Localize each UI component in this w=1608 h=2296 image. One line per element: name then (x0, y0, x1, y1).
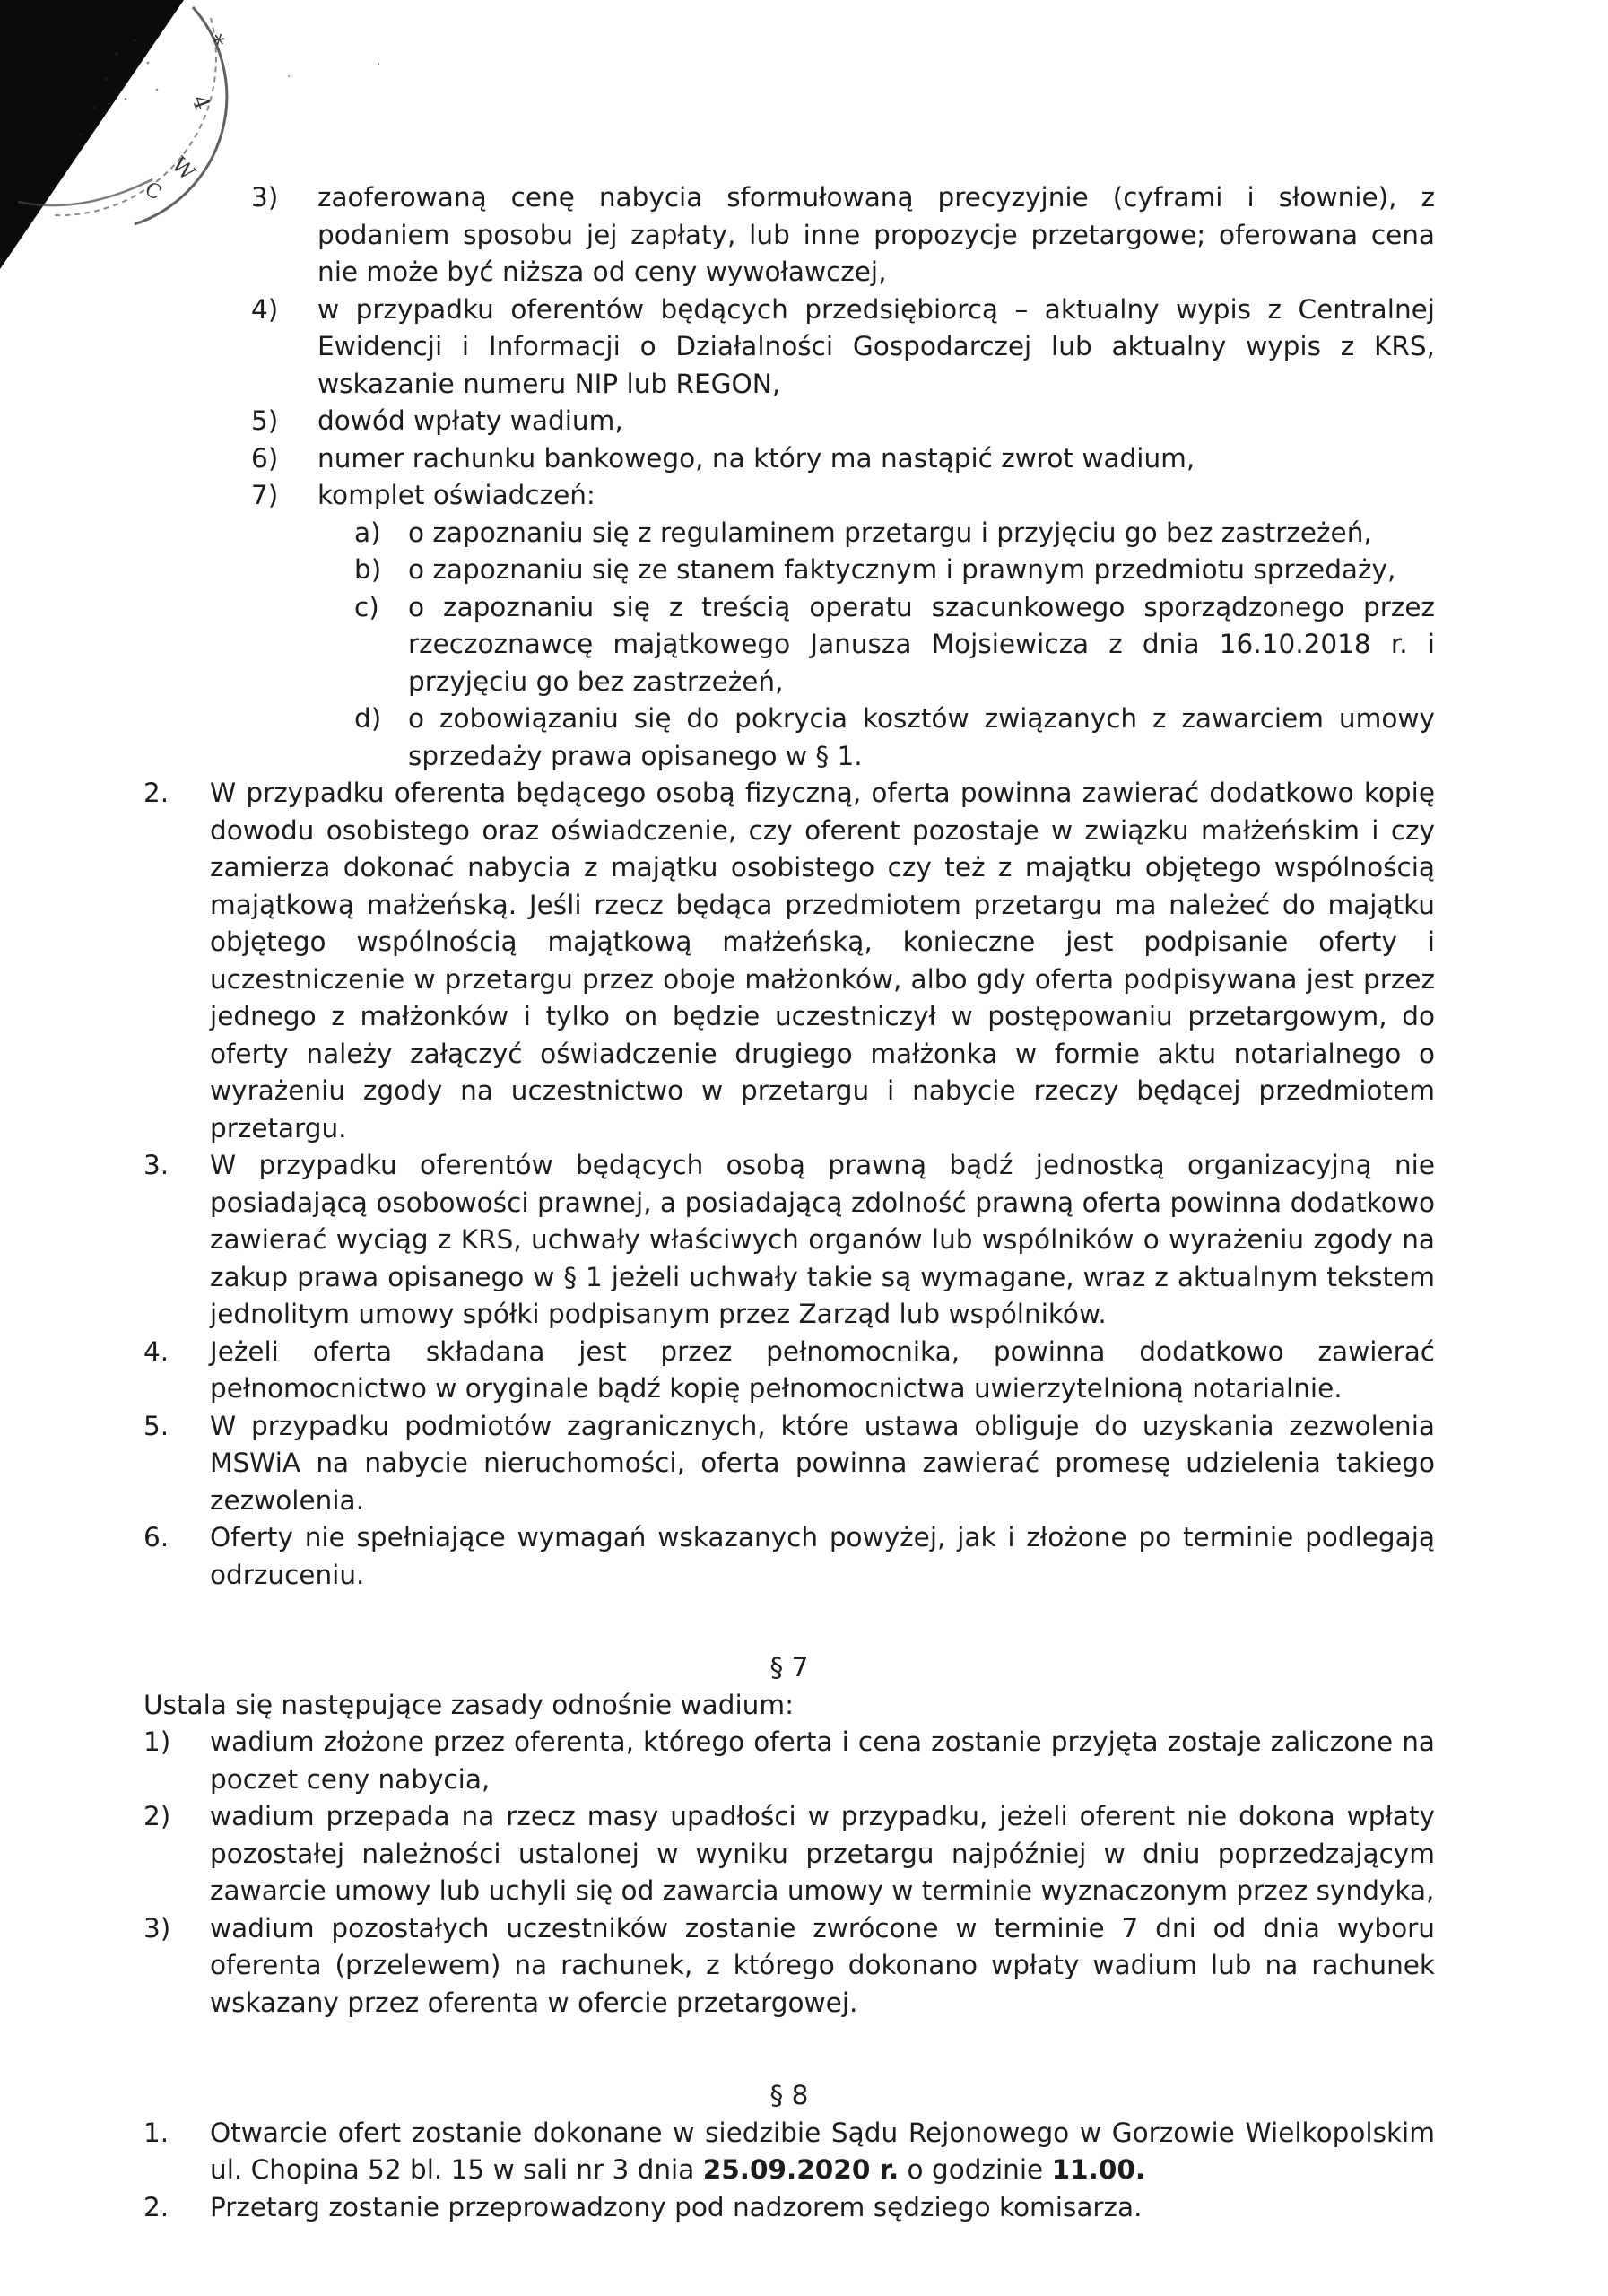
scan-speck: · (377, 57, 381, 72)
list-item (143, 179, 1435, 291)
svg-text:C: C (141, 178, 166, 205)
list-item (143, 700, 1435, 775)
list-item (143, 403, 1435, 440)
opening-place-text: Otwarcie ofert zostanie dokonane w siedzibie Sądu Rejonowego w Gorzowie Wielkopolskim ul. Chopina 52 bl. 15 w sali nr 3 dnia (210, 2117, 1435, 2185)
list-number: 3) (143, 1912, 171, 1944)
section-intro: Ustala się następujące zasady odnośnie wadium: (143, 1689, 795, 1720)
list-text (210, 2115, 1435, 2189)
list-text: komplet oświadczeń: (317, 480, 595, 510)
list-number: 4) (251, 293, 279, 325)
list-letter: c) (354, 591, 379, 622)
list-text: wadium przepada na rzecz masy upadłości w przypadku, jeżeli oferent nie dokona wpłaty pozostałej należności ustalonej w wyniku przetargu najpóźniej w dniu poprzedzającym zawarcie umowy lub uchyli się od zawarcia umowy w terminie wyznaczonym przez syndyka, (210, 1801, 1435, 1906)
list-number: 2. (143, 778, 169, 808)
document-body (143, 179, 1435, 2226)
list-item (143, 1147, 1435, 1334)
list-letter: b) (354, 554, 382, 585)
list-text: W przypadku oferenta będącego osobą fizyczną, oferta powinna zawierać dodatkowo kopię dowodu osobistego oraz oświadczenie, czy oferent pozostaje w związku małżeńskim i czy zamierza dokonać nabycia z majątku osobistego czy też z majątku objętego wspólnością majątkową małżeńską. Jeśli rzecz będąca przedmiotem przetargu ma należeć do majątku objętego wspólnością majątkową małżeńską, konieczne jest podpisanie oferty i uczestniczenie w przetargu przez oboje małżonków, albo gdy oferta podpisywana jest przez jednego z małżonków i tylko on będzie uczestniczył w postępowaniu przetargowym, do oferty należy załączyć oświadczenie drugiego małżonka w formie aktu notarialnego o wyrażeniu zgody na uczestnictwo w przetargu i nabycie rzeczy będącej przedmiotem przetargu. (210, 778, 1435, 1144)
sec6-sublist (143, 179, 1435, 775)
list-text: o zobowiązaniu się do pokrycia kosztów związanych z zawarciem umowy sprzedaży prawa opisanego w § 1. (408, 703, 1435, 771)
list-text: zaoferowaną cenę nabycia sformułowaną precyzyjnie (cyframi i słownie), z podaniem sposobu jej zapłaty, lub inne propozycje przetargowe; oferowana cena nie może być niższa od ceny wywoławczej, (317, 182, 1435, 287)
list-text: W przypadku podmiotów zagranicznych, które ustawa obliguje do uzyskania zezwolenia MSWiA na nabycie nieruchomości, oferta powinna zawierać promesę udzielenia takiego zezwolenia. (210, 1410, 1435, 1516)
list-number: 3. (143, 1150, 169, 1180)
list-text: o zapoznaniu się z treścią operatu szacunkowego sporządzonego przez rzeczoznawcę majątkowego Janusza Mojsiewicza z dnia 16.10.2018 r. i przyjęciu go bez zastrzeżeń, (408, 591, 1435, 697)
list-text: dowód wpłaty wadium, (317, 405, 623, 436)
list-number: 3) (251, 182, 279, 213)
list-text: wadium złożone przez oferenta, którego oferta i cena zostanie przyjęta zostaje zaliczone na poczet ceny nabycia, (210, 1726, 1435, 1795)
list-number: 1) (143, 1726, 171, 1757)
list-text: w przypadku oferentów będących przedsiębiorcą – aktualny wypis z Centralnej Ewidencji i Informacji o Działalności Gospodarczej lub aktualny wypis z KRS, wskazanie numeru NIP lub REGON, (317, 293, 1435, 399)
list-item (143, 1519, 1435, 1594)
scan-speck: · (287, 70, 291, 84)
list-item (143, 515, 1435, 552)
svg-text:W: W (166, 152, 201, 186)
list-text: Oferty nie spełniające wymagań wskazanych powyżej, jak i złożone po terminie podlegają odrzuceniu. (210, 1522, 1435, 1590)
list-number: 2) (143, 1801, 171, 1831)
svg-text:4: 4 (187, 91, 215, 114)
list-number: 2. (143, 2191, 169, 2222)
list-number: 6) (251, 442, 279, 474)
list-item (143, 775, 1435, 1147)
list-item (143, 440, 1435, 478)
sec8-list (143, 2115, 1435, 2227)
list-text: Przetarg zostanie przeprowadzony pod nadzorem sędziego komisarza. (210, 2191, 1143, 2222)
opening-date: 25.09.2020 r. (702, 2154, 900, 2185)
list-item (143, 2189, 1435, 2227)
list-letter: d) (354, 703, 382, 734)
list-item (143, 1408, 1435, 1520)
list-text: numer rachunku bankowego, na który ma nastąpić zwrot wadium, (317, 442, 1195, 474)
list-text: wadium pozostałych uczestników zostanie zwrócone w terminie 7 dni od dnia wyboru oferenta (przelewem) na rachunek, z którego dokonano wpłaty wadium lub na rachunek wskazany przez oferenta w ofercie przetargowej. (210, 1912, 1435, 2018)
list-item (143, 1910, 1435, 2022)
list-text: o zapoznaniu się ze stanem faktycznym i prawnym przedmiotu sprzedaży, (408, 554, 1396, 585)
list-number: 7) (251, 480, 279, 510)
list-item (143, 1724, 1435, 1798)
list-number: 6. (143, 1522, 169, 1552)
list-item (143, 2115, 1435, 2189)
svg-text:*: * (200, 32, 229, 49)
list-text: Jeżeli oferta składana jest przez pełnomocnika, powinna dodatkowo zawierać pełnomocnictwo w oryginale bądź kopię pełnomocnictwa uwierzytelnioną notarialnie. (210, 1335, 1435, 1404)
list-item (143, 589, 1435, 701)
list-item (143, 477, 1435, 515)
section-heading: § 7 (769, 1652, 809, 1683)
list-number: 4. (143, 1335, 169, 1367)
list-item (143, 1334, 1435, 1408)
opening-time-prefix: o godzinie (899, 2154, 1052, 2185)
list-text: o zapoznaniu się z regulaminem przetargu i przyjęciu go bez zastrzeżeń, (408, 517, 1372, 548)
list-item (143, 291, 1435, 404)
sec6-points (143, 775, 1435, 1594)
list-item (143, 1798, 1435, 1910)
list-text: W przypadku oferentów będących osobą prawną bądź jednostką organizacyjną nie posiadającą osobowości prawnej, a posiadającą zdolność prawną oferta powinna dodatkowo zawierać wyciąg z KRS, uchwały właściwych organów lub wspólników o wyrażeniu zgody na zakup prawa opisanego w § 1 jeżeli uchwały takie są wymagane, wraz z aktualnym tekstem jednolitym umowy spółki podpisanym przez Zarząd lub wspólników. (210, 1150, 1435, 1329)
opening-time: 11.00. (1051, 2154, 1146, 2185)
section-heading: § 8 (769, 2080, 809, 2110)
list-number: 1. (143, 2117, 169, 2148)
list-number: 5) (251, 405, 279, 436)
list-letter: a) (354, 517, 381, 548)
sec7-list (143, 1724, 1435, 2022)
list-number: 5. (143, 1410, 169, 1441)
list-item (143, 552, 1435, 589)
